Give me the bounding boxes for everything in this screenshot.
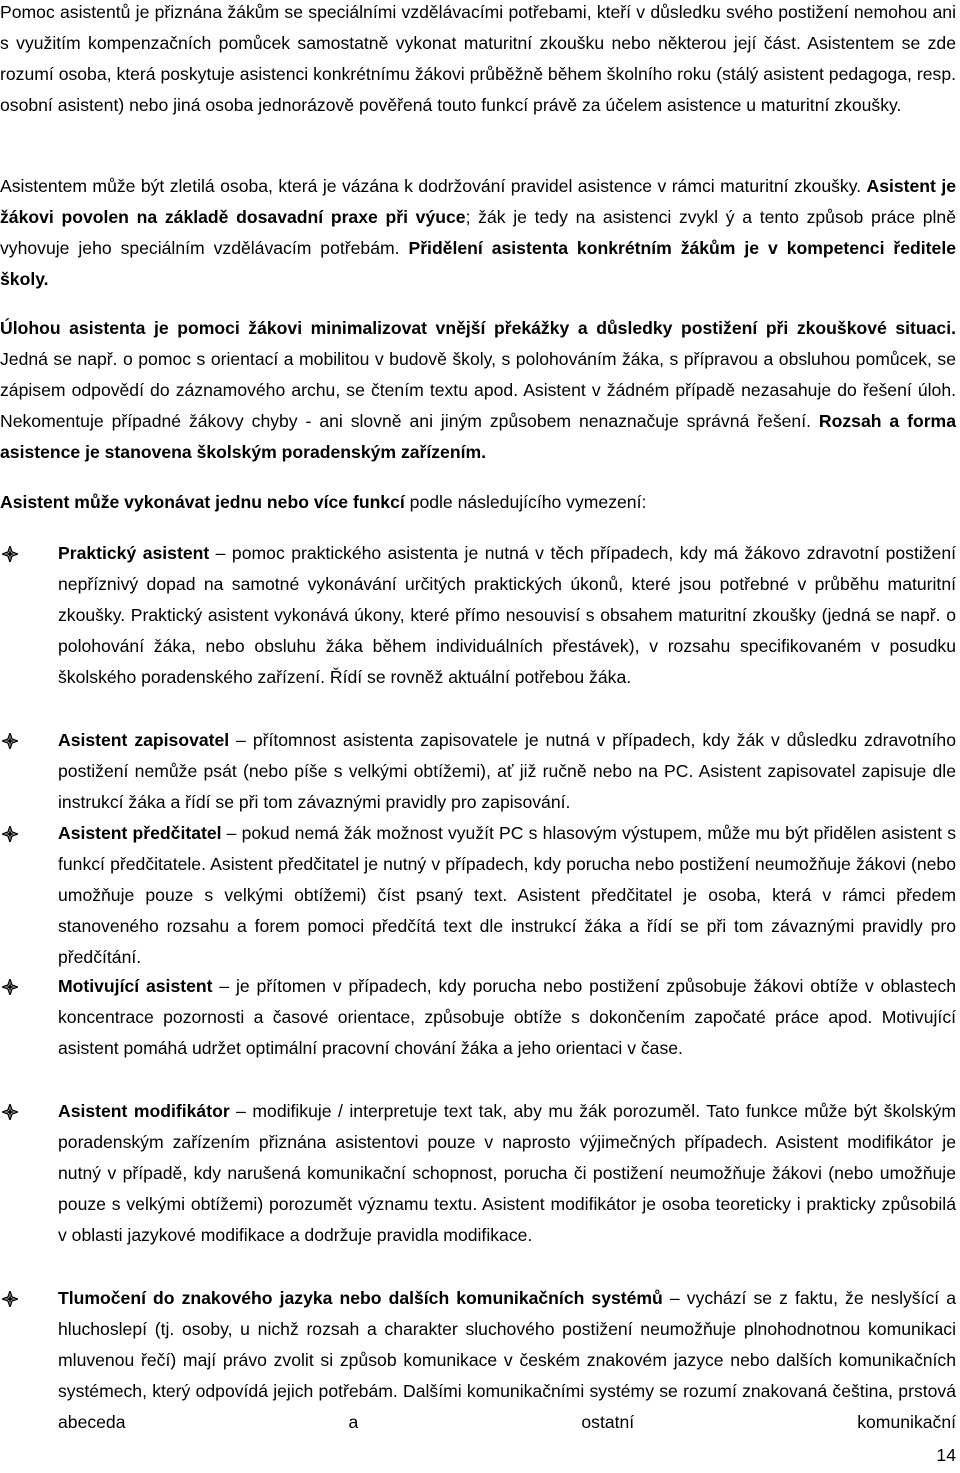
list-item-title: Asistent zapisovatel: [58, 730, 230, 750]
bold-text: Asistent může vykonávat jednu nebo více funkcí: [0, 492, 405, 512]
paragraph-text: Asistentem může být zletilá osoba, která je vázána k dodržování pravidel asistence v rámci maturitní zkoušky.: [0, 176, 867, 196]
diamond-bullet-icon: [0, 725, 22, 755]
list-item-description: – pokud nemá žák možnost využít PC s hlasovým výstupem, může mu být přidělen asistent s funkcí předčitatele. Asistent předčitatel je nutný v případech, kdy porucha nebo postižení neumožňuje žákovi (nebo umožňuje pouze s velkými obtížemi) číst psaný text. Asistent předčitatel je osoba, která v rámci předem stanoveného rozsahu a forem pomoci předčítá text dle instrukcí žáka a řídí se při tom závaznými pravidly pro předčítání.: [58, 823, 956, 967]
bold-text: Asistent je žákovi povolen na základě dosavadní praxe při výuce: [0, 176, 956, 227]
list-item-text: [58, 538, 956, 693]
diamond-bullet-icon: [0, 538, 22, 568]
paragraph-text: podle následujícího vymezení:: [404, 492, 647, 512]
assistant-role-paragraph: [0, 313, 956, 468]
list-item-text: [58, 1096, 956, 1251]
diamond-bullet-icon: [0, 971, 22, 1001]
list-item-title: Tlumočení do znakového jazyka nebo dalších komunikačních systémů: [58, 1288, 663, 1308]
list-item-description: – vychází se z faktu, že neslyšící a hluchoslepí (tj. osoby, u nichž rozsah a charakter sluchového postižení neumožňuje plnohodnotnou komunikaci mluvenou řečí) mají právo zvolit si způsob komunikace v českém znakovém jazyce nebo dalších komunikačních systémech, který odpovídá jejich potřebám. Dalšími komunikačními systémy se rozumí znakovaná čeština, prstová abeceda a ostatní komunikační: [58, 1288, 956, 1432]
bold-text: Úlohou asistenta je pomoci žákovi minimalizovat vnější překážky a důsledky postižení při zkouškové situaci.: [0, 318, 956, 338]
list-item-text: [58, 725, 956, 818]
bold-text: Přidělení asistenta konkrétním žákům je v kompetenci ředitele školy.: [0, 237, 956, 289]
intro-text: Pomoc asistentů je přiznána žákům se speciálními vzdělávacími potřebami, kteří v důsledku svého postižení nemohou ani s využitím kompenzačních pomůcek samostatně vykonat maturitní zkoušku nebo některou její část. Asistentem se zde rozumí osoba, která poskytuje asistenci konkrétnímu žákovi průběžně během školního roku (stálý asistent pedagoga, resp. osobní asistent) nebo jiná osoba jednorázově pověřená touto funkcí právě za účelem asistence u maturitní zkoušky.: [0, 2, 956, 115]
paragraph-text: Jedná se např. o pomoc s orientací a mobilitou v budově školy, s polohováním žáka, s přípravou a obsluhou pomůcek, se zápisem odpovědí do záznamového archu, se čtením textu apod. Asistent v žádném případě nezasahuje do řešení úloh. Nekomentuje případné žákovy chyby - ani slovně ani jiným způsobem nenaznačuje správná řešení.: [0, 348, 956, 431]
list-item-title: Praktický asistent: [58, 543, 210, 563]
list-item-title: Asistent modifikátor: [58, 1101, 230, 1121]
diamond-bullet-icon: [0, 818, 22, 848]
diamond-bullet-icon: [0, 1283, 22, 1313]
diamond-bullet-icon: [0, 1096, 22, 1126]
list-item-title: Asistent předčitatel: [58, 823, 222, 843]
list-item-title: Motivující asistent: [58, 976, 213, 996]
list-item-text: [58, 818, 956, 973]
paragraph-text: ; žák je tedy na asistenci zvykl ý a tento způsob práce plně vyhovuje jeho speciálním vzdělávacím potřebám.: [0, 206, 956, 258]
assistant-eligibility-paragraph: [0, 171, 956, 295]
list-item-text: [58, 971, 956, 1064]
functions-intro-paragraph: [0, 487, 956, 518]
list-item-description: – modifikuje / interpretuje text tak, aby mu žák porozuměl. Tato funkce může být školským poradenským zařízením přiznána asistentovi pouze v naprosto výjimečných případech. Asistent modifikátor je nutný v případě, kdy narušená komunikační schopnost, porucha či postižení neumožňuje žákovi (nebo umožňuje pouze s velkými obtížemi) porozumět významu textu. Asistent modifikátor je osoba teoreticky i prakticky způsobilá v oblasti jazykové modifikace a dodržuje pravidla modifikace.: [58, 1101, 956, 1245]
list-item-description: – přítomnost asistenta zapisovatele je nutná v případech, kdy žák v důsledku zdravotního postižení nemůže psát (nebo píše s velkými obtížemi), ať již ručně nebo na PC. Asistent zapisovatel zapisuje dle instrukcí žáka a řídí se při tom závaznými pravidly pro zapisování.: [58, 730, 956, 812]
bold-text: Rozsah a forma asistence je stanovena školským poradenským zařízením.: [0, 410, 956, 462]
list-item-description: – pomoc praktického asistenta je nutná v těch případech, kdy má žákovo zdravotní postižení nepříznivý dopad na samotné vykonávání určitých praktických úkonů, které jsou potřebné v průběhu maturitní zkoušky. Praktický asistent vykonává úkony, které přímo nesouvisí s obsahem maturitní zkoušky (jedná se např. o polohování žáka, nebo obsluhu žáka během individuálních přestávek), v rozsahu specifikovaném v posudku školského poradenského zařízení. Řídí se rovněž aktuální potřebou žáka.: [58, 543, 956, 687]
list-item-text: [58, 1283, 956, 1438]
intro-paragraph: [0, 0, 956, 121]
page-number: 14: [936, 1445, 956, 1465]
list-item-description: – je přítomen v případech, kdy porucha nebo postižení způsobuje žákovi obtíže v oblastech koncentrace pozornosti a časové orientace, způsobuje obtíže s dokončením započaté práce apod. Motivující asistent pomáhá udržet optimální pracovní chování žáka a jeho orientaci v čase.: [58, 976, 956, 1058]
